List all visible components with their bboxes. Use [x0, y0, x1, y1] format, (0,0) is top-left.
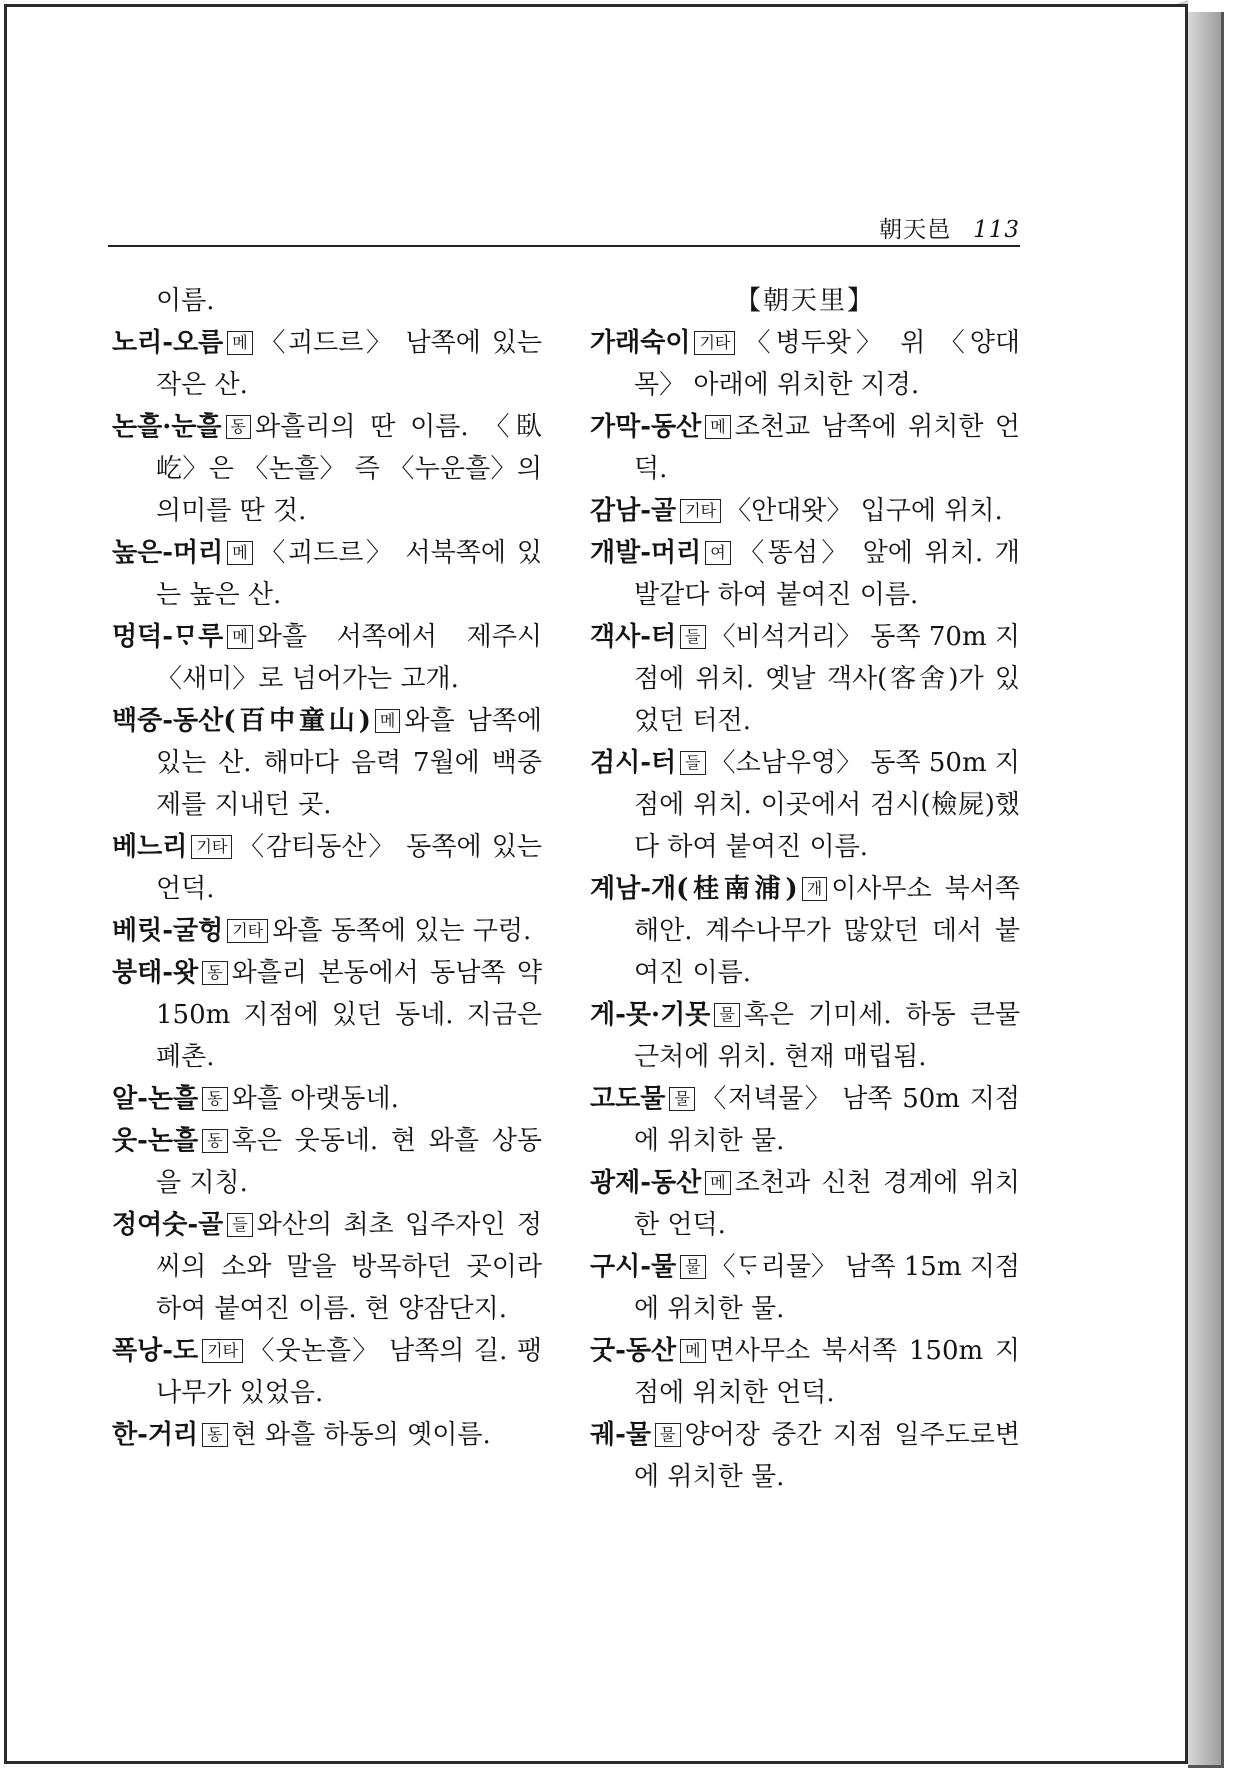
entry-category-tag: 물 — [655, 1423, 680, 1447]
entry-category-tag: 메 — [227, 541, 252, 565]
entry-description: 〈비석거리〉 동쪽 70m 지점에 위치. 옛날 객사(客舍)가 있었던 터전. — [634, 622, 1020, 736]
dictionary-entry — [112, 1204, 542, 1330]
entry-category-tag: 기타 — [202, 1339, 243, 1363]
dictionary-entry — [590, 322, 1020, 406]
entry-term: 폭낭-도 — [112, 1336, 199, 1366]
dictionary-entry — [112, 826, 542, 910]
entry-category-tag: 동 — [202, 1129, 227, 1153]
entry-description: 〈감티동산〉 동쪽에 있는 언덕. — [156, 832, 542, 904]
entry-category-tag: 물 — [680, 1255, 705, 1279]
dictionary-entry — [590, 532, 1020, 616]
entry-category-tag: 메 — [705, 415, 730, 439]
entry-term: 계남-개(桂南浦) — [590, 874, 798, 904]
entry-category-tag: 메 — [227, 331, 252, 355]
running-header — [108, 205, 1020, 247]
entry-term: 개발-머리 — [590, 538, 702, 568]
entry-category-tag: 물 — [669, 1087, 694, 1111]
page-number: 113 — [973, 217, 1020, 243]
entry-category-tag: 기타 — [694, 331, 735, 355]
entry-term: 가막-동산 — [590, 412, 702, 442]
dictionary-entry — [112, 322, 542, 406]
entry-category-tag: 동 — [226, 415, 251, 439]
entry-category-tag: 들 — [680, 625, 705, 649]
entry-category-tag: 들 — [227, 1213, 252, 1237]
entry-term: 검시-터 — [590, 748, 677, 778]
dictionary-entry — [590, 994, 1020, 1078]
entry-term: 굿-동산 — [590, 1336, 677, 1366]
entry-term: 알-논흘 — [112, 1084, 199, 1114]
entry-category-tag: 동 — [202, 961, 227, 985]
dictionary-entry — [112, 406, 542, 532]
dictionary-entry — [590, 742, 1020, 868]
entry-description: 〈똥섬〉 앞에 위치. 개발같다 하여 붙여진 이름. — [634, 538, 1020, 610]
dictionary-entry — [590, 1078, 1020, 1162]
entry-term: 높은-머리 — [112, 538, 224, 568]
dictionary-entry — [112, 1078, 542, 1120]
dictionary-entry — [112, 616, 542, 700]
dictionary-entry — [112, 700, 542, 826]
entry-term: 노리-오름 — [112, 328, 224, 358]
left-column — [112, 280, 542, 1456]
entry-term: 정여숫-골 — [112, 1210, 224, 1240]
entry-category-tag: 들 — [680, 751, 705, 775]
entry-category-tag: 메 — [227, 625, 252, 649]
entry-description: 이사무소 북서쪽 해안. 계수나무가 많았던 데서 붙여진 이름. — [634, 874, 1021, 988]
dictionary-entry — [112, 280, 542, 322]
entry-description: 혹은 기미세. 하동 큰물 근처에 위치. 현재 매립됨. — [634, 1000, 1020, 1072]
entry-description: 와흘리의 딴 이름. 〈臥屹〉은 〈논흘〉 즉 〈누운흘〉의 의미를 딴 것. — [156, 412, 542, 526]
entry-category-tag: 여 — [705, 541, 730, 565]
entry-term: 가래숙이 — [590, 328, 691, 358]
entry-category-tag: 동 — [202, 1423, 227, 1447]
entry-description: 와흘 동쪽에 있는 구렁. — [272, 916, 532, 946]
dictionary-entry — [590, 1162, 1020, 1246]
entry-category-tag: 메 — [705, 1171, 730, 1195]
entry-description: 〈괴드르〉 서북쪽에 있는 높은 산. — [156, 538, 542, 610]
dictionary-entry — [112, 532, 542, 616]
dictionary-entry — [112, 1120, 542, 1204]
entry-term: 베릿-굴헝 — [112, 916, 224, 946]
entry-description: 면사무소 북서쪽 150m 지점에 위치한 언덕. — [634, 1336, 1020, 1408]
entry-term: 객사-터 — [590, 622, 677, 652]
entry-description: 혹은 웃동네. 현 와흘 상동을 지칭. — [156, 1126, 542, 1198]
entry-description: 〈안대왓〉 입구에 위치. — [725, 496, 1003, 526]
entry-category-tag: 메 — [680, 1339, 705, 1363]
entry-description: 와흘 아랫동네. — [231, 1084, 399, 1114]
entry-category-tag: 개 — [802, 877, 827, 901]
entry-description: 〈병두왓〉 위 〈양대목〉 아래에 위치한 지경. — [634, 328, 1020, 400]
entry-term: 게-못·기못 — [590, 1000, 711, 1030]
entry-description: 양어장 중간 지점 일주도로변에 위치한 물. — [634, 1420, 1020, 1492]
dictionary-entry — [590, 616, 1020, 742]
dictionary-entry — [590, 1246, 1020, 1330]
entry-description: 와산의 최초 입주자인 정씨의 소와 말을 방목하던 곳이라 하여 붙여진 이름. 현 양잠단지. — [156, 1210, 542, 1324]
entry-description: 현 와흘 하동의 옛이름. — [231, 1420, 491, 1450]
dictionary-entry — [112, 1414, 542, 1456]
entry-description: 이름. — [156, 286, 215, 316]
entry-category-tag: 기타 — [680, 499, 721, 523]
dictionary-entry — [590, 1414, 1020, 1498]
entry-description: 〈저녁물〉 남쪽 50m 지점에 위치한 물. — [634, 1084, 1020, 1156]
entry-term: 감남-골 — [590, 496, 677, 526]
entry-category-tag: 기타 — [227, 919, 268, 943]
entry-term: 한-거리 — [112, 1420, 199, 1450]
entry-term: 궤-물 — [590, 1420, 652, 1450]
right-column — [590, 280, 1020, 1498]
entry-term: 웃-논흘 — [112, 1126, 199, 1156]
entry-description: 와흘 서쪽에서 제주시 〈새미〉로 넘어가는 고개. — [156, 622, 542, 694]
dictionary-entry — [112, 910, 542, 952]
dictionary-entry — [590, 1330, 1020, 1414]
dictionary-entry — [112, 952, 542, 1078]
entry-category-tag: 기타 — [191, 835, 232, 859]
entry-description: 〈소남우영〉 동쪽 50m 지점에 위치. 이곳에서 검시(檢屍)했다 하여 붙여진 이름. — [634, 748, 1020, 862]
entry-term: 광제-동산 — [590, 1168, 702, 1198]
entry-term: 논흘·눈흘 — [112, 412, 222, 442]
entry-description: 와흘 남쪽에 있는 산. 해마다 음력 7월에 백중제를 지내던 곳. — [156, 706, 542, 820]
entry-category-tag: 메 — [375, 709, 400, 733]
entry-term: 고도물 — [590, 1084, 666, 1114]
entry-description: 〈ᄃᆞ리물〉 남쪽 15m 지점에 위치한 물. — [634, 1252, 1020, 1324]
entry-term: 베느리 — [112, 832, 188, 862]
entry-description: 와흘리 본동에서 동남쪽 약 150m 지점에 있던 동네. 지금은 폐촌. — [156, 958, 542, 1072]
entry-category-tag: 물 — [714, 1003, 739, 1027]
entry-term: 붕태-왓 — [112, 958, 199, 988]
entry-description: 〈웃논흘〉 남쪽의 길. 팽나무가 있었음. — [156, 1336, 542, 1408]
dictionary-entry — [590, 406, 1020, 490]
dictionary-entry — [590, 868, 1020, 994]
entry-term: 구시-물 — [590, 1252, 677, 1282]
section-title: 【朝天里】 — [734, 286, 875, 316]
entry-description: 조천교 남쪽에 위치한 언덕. — [634, 412, 1020, 484]
page-edge-shadow — [1188, 12, 1224, 1768]
header-section: 朝天邑 — [879, 217, 952, 243]
entry-description: 〈괴드르〉 남쪽에 있는 작은 산. — [156, 328, 542, 400]
dictionary-entry — [590, 490, 1020, 532]
entry-category-tag: 동 — [202, 1087, 227, 1111]
dictionary-entry — [112, 1330, 542, 1414]
entry-term: 멍덕-ᄆᆞ루 — [112, 622, 224, 652]
entry-term: 백중-동산(百中童山) — [112, 706, 371, 736]
entry-description: 조천과 신천 경계에 위치한 언덕. — [634, 1168, 1020, 1240]
